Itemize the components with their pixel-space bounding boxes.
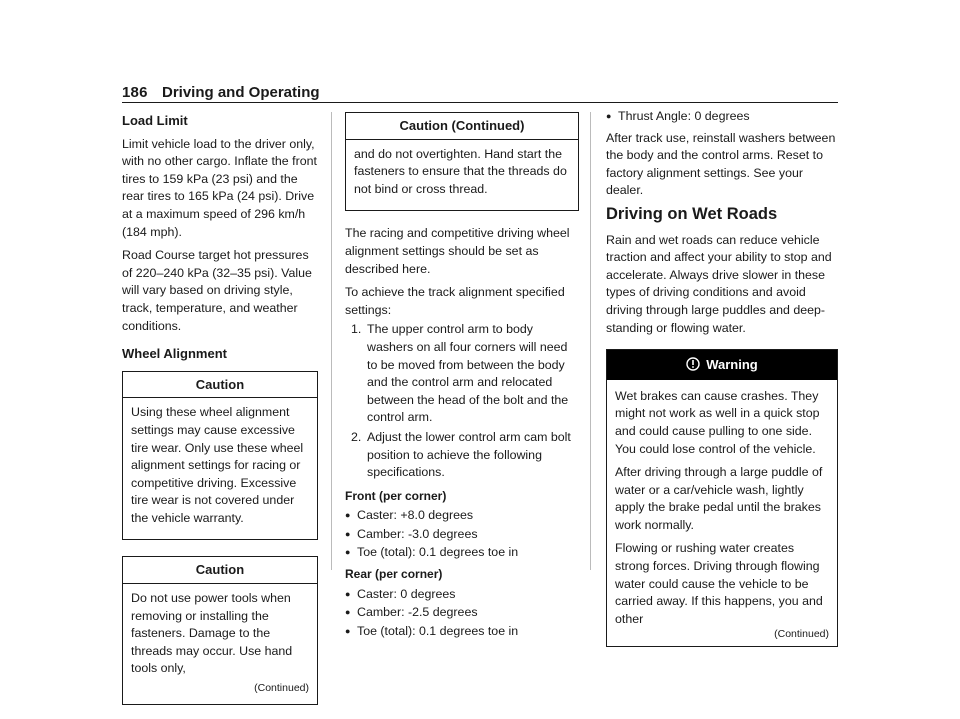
caution-title: Caution — [123, 372, 317, 399]
list-item: ● Toe (total): 0.1 degrees toe in — [345, 544, 579, 562]
list-item: ● Camber: -2.5 degrees — [345, 604, 579, 622]
after-track-paragraph: After track use, reinstall washers between the body and the control arms. Reset to factory alignment settings. See your dealer. — [606, 130, 836, 198]
rear-per-corner-heading: Rear (per corner) — [345, 567, 443, 582]
rear-specs-list — [345, 586, 579, 641]
alignment-paragraph-2: To achieve the track alignment specified settings: — [345, 285, 565, 317]
column-divider-2 — [590, 112, 591, 570]
caution-text: Do not use power tools when removing or installing the fasteners. Damage to the threads may occur. Use hand tools only, — [131, 591, 293, 676]
list-item: 1. The upper control arm to body washers on all four corners will need to be moved from between the body and the control arm and relocated between the head of the bolt and the control arm. — [351, 322, 569, 425]
page-header — [122, 84, 838, 108]
wheel-alignment-heading: Wheel Alignment — [122, 346, 227, 362]
front-specs-list — [345, 507, 579, 562]
continued-label: (Continued) — [774, 628, 829, 641]
column-3 — [606, 108, 838, 647]
column-2 — [345, 112, 579, 644]
warning-header — [607, 350, 837, 380]
list-item: ● Camber: -3.0 degrees — [345, 526, 579, 544]
caution-text: Using these wheel alignment settings may cause excessive tire wear. Only use these wheel alignment settings for racing or competitive driving. Excessive tire wear is not covered under the vehicle warranty. — [131, 405, 304, 525]
list-item: 2. Adjust the lower control arm cam bolt position to achieve the following specifications. — [351, 429, 571, 480]
warning-box — [606, 349, 838, 647]
list-item: ● Caster: +8.0 degrees — [345, 507, 579, 525]
column-1 — [122, 112, 318, 719]
warning-paragraph-2: After driving through a large puddle of water or a car/vehicle wash, lightly apply the brake pedal until the brakes work normally. — [615, 465, 823, 532]
load-limit-heading: Load Limit — [122, 113, 188, 128]
warning-title: Warning — [706, 357, 758, 373]
warning-paragraph-3: Flowing or rushing water creates strong forces. Driving through flowing water could cause the vehicle to be carried away. If this happens, you and other — [615, 541, 823, 626]
header-rule — [122, 102, 838, 103]
caution-box-1 — [122, 371, 318, 541]
caution-box-2 — [122, 556, 318, 704]
list-item: ● Thrust Angle: 0 degrees — [606, 108, 838, 126]
wet-roads-paragraph: Rain and wet roads can reduce vehicle traction and affect your ability to stop and accelerate. Always drive slower in these types of driving conditions and avoid driving through large puddles and deep-standing or flowing water. — [606, 232, 832, 335]
caution-title: Caution — [123, 557, 317, 584]
continued-label: (Continued) — [254, 682, 309, 695]
front-per-corner-heading: Front (per corner) — [345, 488, 447, 503]
warning-paragraph-1: Wet brakes can cause crashes. They might not work as well in a quick stop and could cause pulling to one side. You could lose control of the vehicle. — [615, 388, 820, 456]
wet-roads-heading: Driving on Wet Roads — [606, 204, 778, 223]
alignment-steps — [345, 321, 579, 481]
thrust-list — [606, 108, 838, 126]
warning-icon — [686, 356, 700, 374]
column-divider-1 — [331, 112, 332, 570]
page-number: 186 — [122, 84, 148, 101]
load-limit-paragraph-2: Road Course target hot pressures of 220–240 kPa (32–35 psi). Value will vary based on driving style, track, temperature, and weather conditions. — [122, 248, 312, 333]
list-item: ● Caster: 0 degrees — [345, 586, 579, 604]
caution-continued-box — [345, 112, 579, 211]
list-item: ● Toe (total): 0.1 degrees toe in — [345, 623, 579, 641]
caution-continued-text: and do not overtighten. Hand start the fasteners to ensure that the threads do not bind or cross thread. — [354, 146, 567, 196]
caution-continued-title: Caution (Continued) — [346, 113, 578, 140]
section-title: Driving and Operating — [162, 84, 320, 101]
load-limit-paragraph-1: Limit vehicle load to the driver only, with no other cargo. Inflate the front tires to 159 kPa (23 psi) and the rear tires to 165 kPa (24 psi). Drive at a maximum speed of 296 km/h (184 mph). — [122, 136, 317, 239]
alignment-paragraph-1: The racing and competitive driving wheel alignment settings should be set as described here. — [345, 226, 570, 276]
